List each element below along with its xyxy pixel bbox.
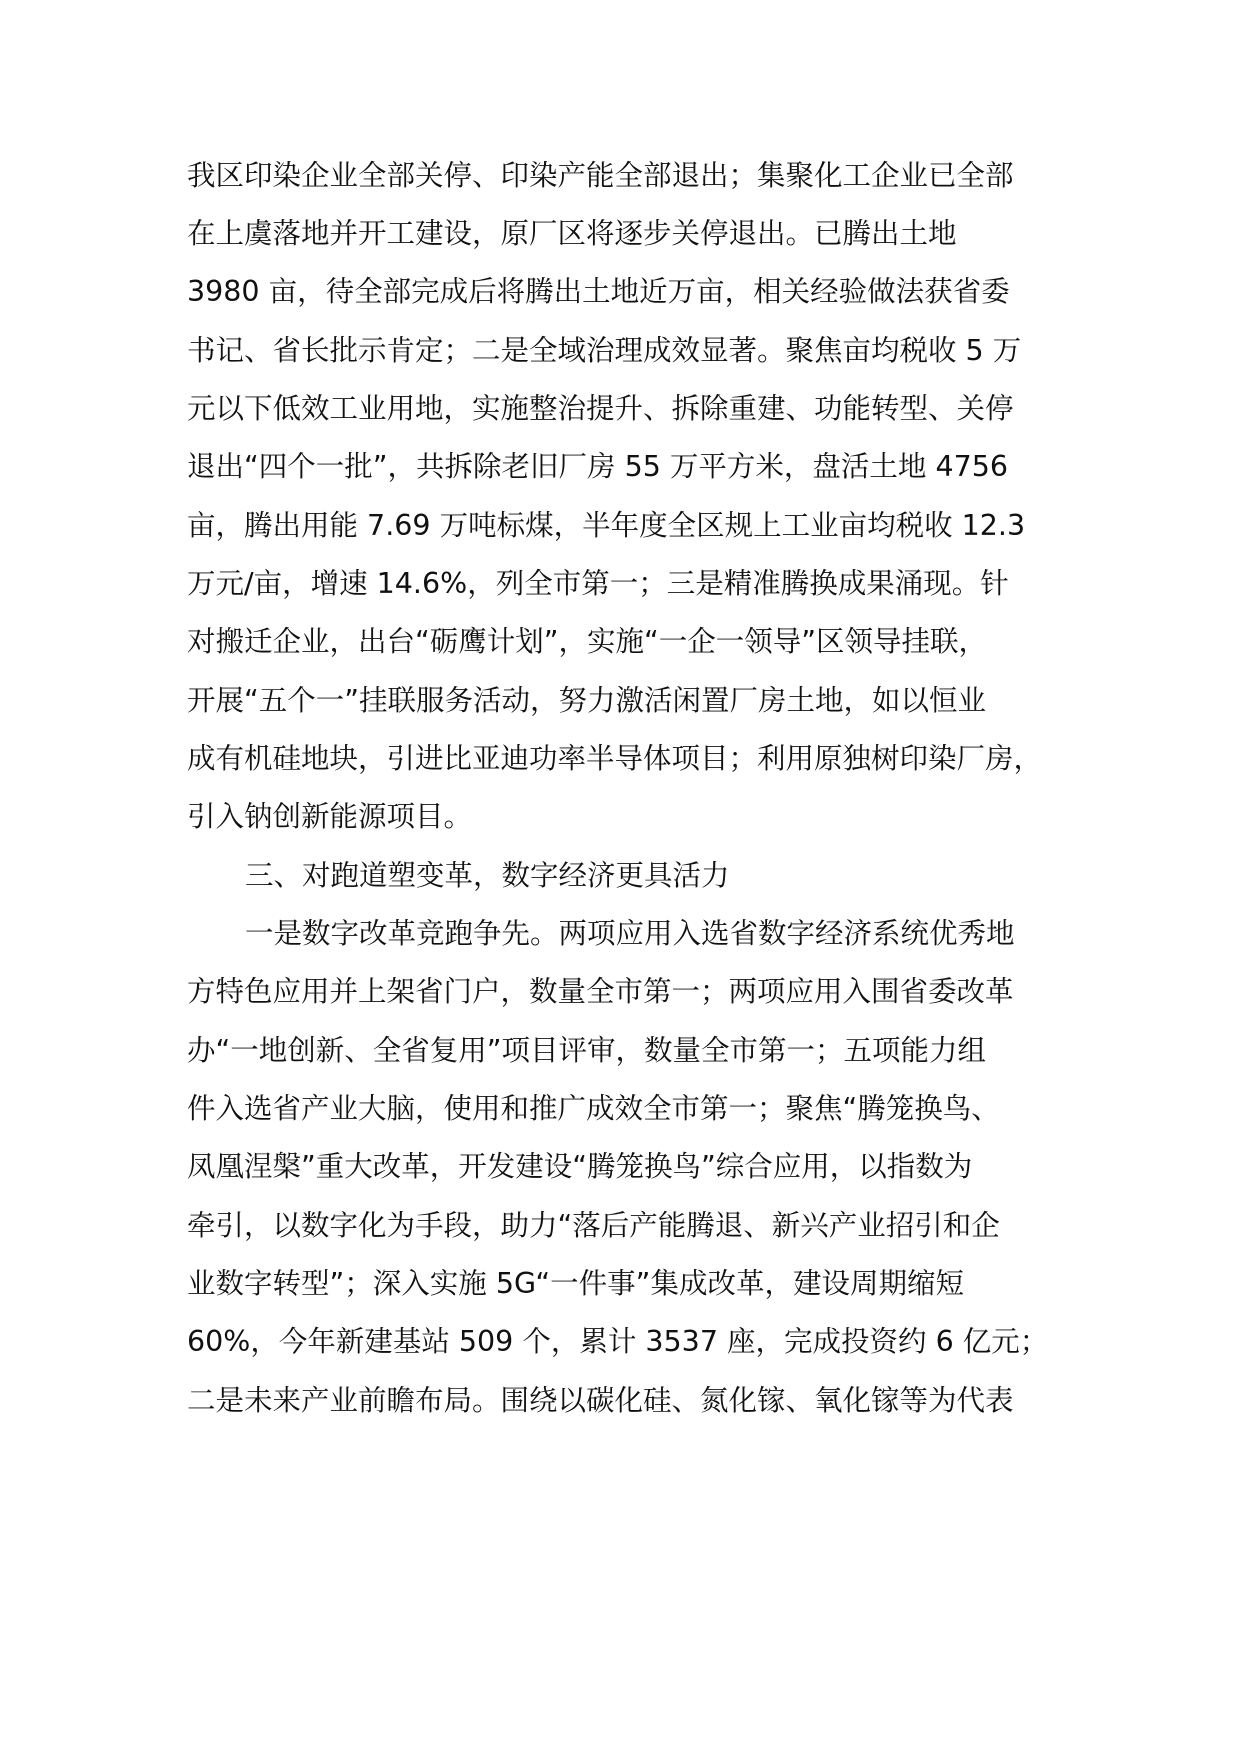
body-line: 3980 亩，待全部完成后将腾出土地近万亩，相关经验做法获省委 bbox=[187, 275, 1010, 308]
body-line: 在上虞落地并开工建设，原厂区将逐步关停退出。已腾出土地 bbox=[187, 217, 957, 250]
body-line: 成有机硅地块，引进比亚迪功率半导体项目；利用原独树印染厂房， bbox=[187, 742, 1043, 775]
body-line: 万元/亩，增速 14.6%，列全市第一；三是精准腾换成果涌现。针 bbox=[187, 567, 1009, 600]
body-line: 凤凰涅槃”重大改革，开发建设“腾笼换鸟”综合应用，以指数为 bbox=[187, 1150, 973, 1183]
body-line: 60%，今年新建基站 509 个，累计 3537 座，完成投资约 6 亿元； bbox=[187, 1325, 1049, 1358]
body-line: 退出“四个一批”，共拆除老旧厂房 55 万平方米，盘活土地 4756 bbox=[187, 450, 1009, 483]
body-line: 办“一地创新、全省复用”项目评审，数量全市第一；五项能力组 bbox=[187, 1034, 987, 1067]
body-line: 方特色应用并上架省门户，数量全市第一；两项应用入围省委改革 bbox=[187, 975, 1014, 1008]
body-line: 件入选省产业大脑，使用和推广成效全市第一；聚焦“腾笼换鸟、 bbox=[187, 1092, 1000, 1125]
body-line: 对搬迁企业，出台“砺鹰计划”，实施“一企一领导”区领导挂联， bbox=[187, 625, 988, 658]
body-line: 一是数字改革竞跑争先。两项应用入选省数字经济系统优秀地 bbox=[245, 917, 1015, 950]
body-line: 牵引，以数字化为手段，助力“落后产能腾退、新兴产业招引和企 bbox=[187, 1209, 1000, 1242]
body-line: 我区印染企业全部关停、印染产能全部退出；集聚化工企业已全部 bbox=[187, 159, 1014, 192]
body-line: 业数字转型”；深入实施 5G“一件事”集成改革，建设周期缩短 bbox=[187, 1267, 964, 1300]
body-line: 书记、省长批示肯定；二是全域治理成效显著。聚焦亩均税收 5 万 bbox=[187, 334, 1022, 367]
body-line: 二是未来产业前瞻布局。围绕以碳化硅、氮化镓、氧化镓等为代表 bbox=[187, 1384, 1014, 1417]
body-line: 亩，腾出用能 7.69 万吨标煤，半年度全区规上工业亩均税收 12.3 bbox=[187, 509, 1026, 542]
section-heading: 三、对跑道塑变革，数字经济更具活力 bbox=[245, 859, 730, 892]
body-line: 开展“五个一”挂联服务活动，努力激活闲置厂房土地，如以恒业 bbox=[187, 684, 987, 717]
body-line: 元以下低效工业用地，实施整治提升、拆除重建、功能转型、关停 bbox=[187, 392, 1014, 425]
body-line: 引入钠创新能源项目。 bbox=[187, 800, 473, 833]
